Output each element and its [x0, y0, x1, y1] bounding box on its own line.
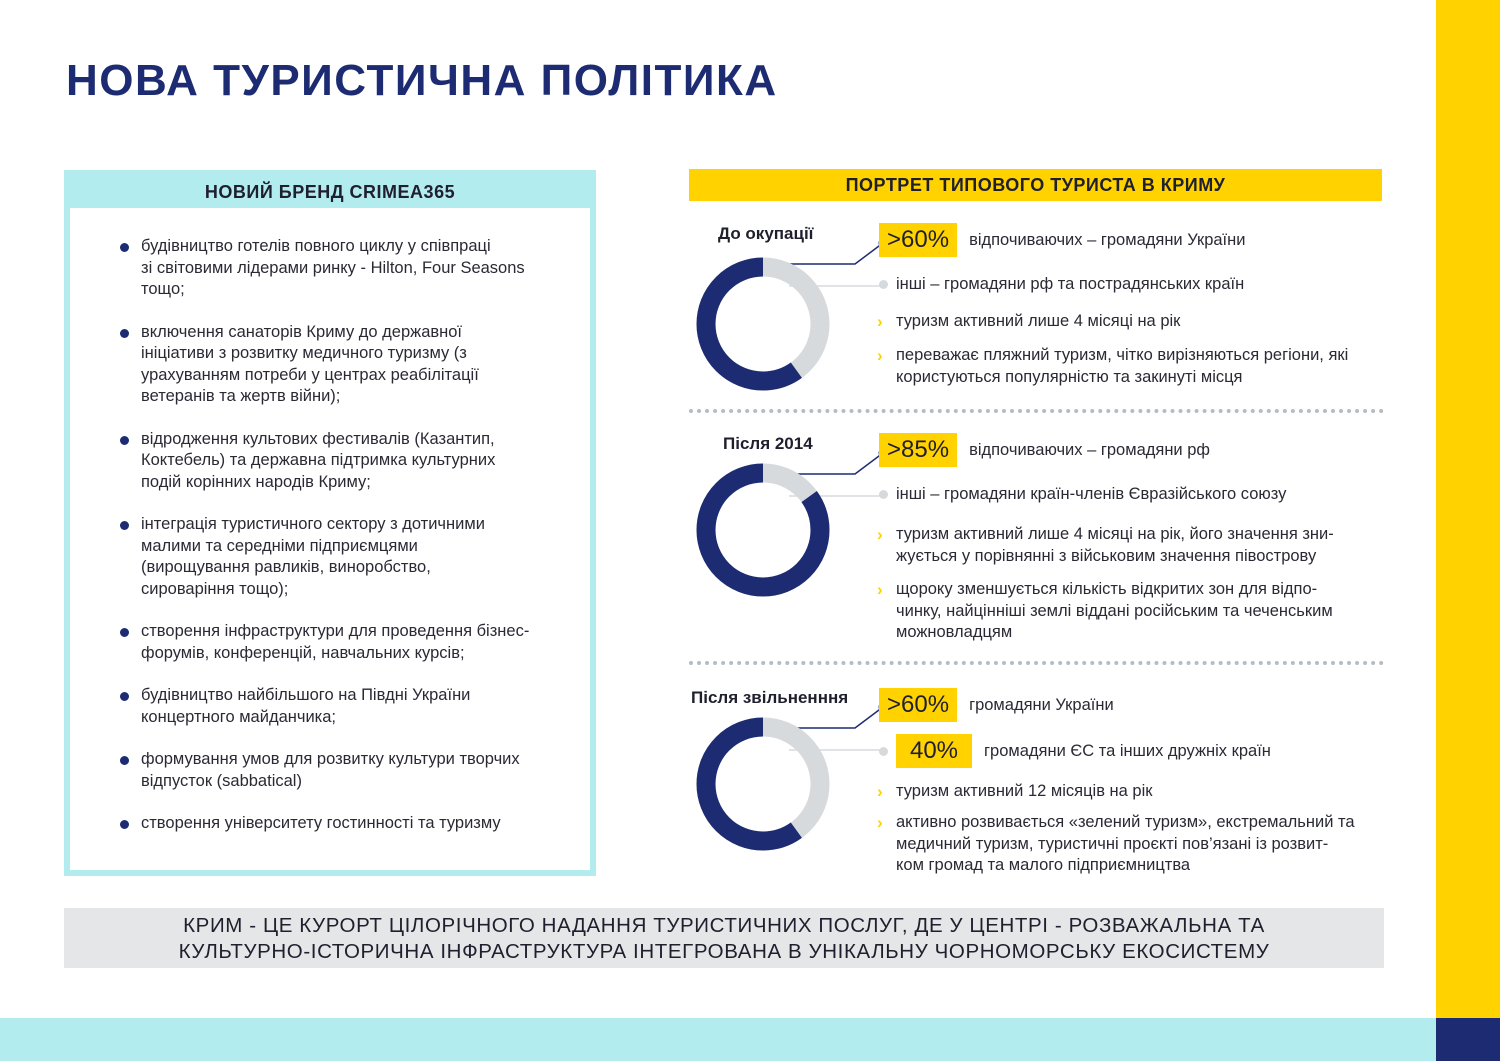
others-row: інші – громадяни рф та пострадянських країн [879, 275, 1244, 294]
donut-chart [695, 462, 831, 598]
page-title: НОВА ТУРИСТИЧНА ПОЛІТИКА [66, 56, 778, 105]
dotted-divider [689, 409, 1384, 413]
brand-list [70, 208, 590, 835]
donut-chart [695, 256, 831, 392]
gray-bullet-icon [879, 490, 888, 499]
stat-row [879, 433, 1210, 467]
point-item: › туризм активний 12 місяців на рік [877, 782, 1153, 801]
brand-list-item: включення санаторів Криму до державної ініціативи з розвитку медичного туризму (з урахуванням потреби у центрах реабілітації ветеранів та жертв війни); [120, 322, 560, 408]
brand-list-item: інтеграція туристичного сектору з дотичними малими та середніми підприємцями (вирощування равликів, виноробство, сироваріння тощо); [120, 514, 560, 600]
period-title: Після 2014 [723, 434, 813, 453]
brand-list-item: створення інфраструктури для проведення бізнес- форумів, конференцій, навчальних курсів; [120, 621, 560, 664]
point-item: › активно розвивається «зелений туризм», екстремальний та медичний туризм, туристичні проєкті пов’язані із розвит- ком громад та малого підприємництва [877, 813, 1355, 874]
others-row: 40% громадяни ЄС та інших дружніх країн [879, 734, 1271, 768]
chevron-right-icon: › [877, 525, 883, 544]
stat-text: відпочиваючих – громадяни рф [969, 440, 1210, 459]
brand-list-item: відродження культових фестивалів (Казантип, Коктебель) та державна підтримка культурних подій корінних народів Криму; [120, 429, 560, 494]
brand-panel [64, 170, 596, 876]
gray-bullet-icon [879, 747, 888, 756]
dotted-divider [689, 661, 1384, 665]
period-title: Після звільненння [691, 688, 849, 707]
stat-badge: >85% [879, 433, 957, 467]
point-item: › туризм активний лише 4 місяці на рік, його значення зни- жується у порівнянні з військовим значення півострову [877, 525, 1334, 565]
stat-badge: >60% [879, 223, 957, 257]
stat-badge: 40% [896, 734, 972, 768]
chevron-right-icon: › [877, 813, 883, 832]
stat-text: громадяни України [969, 695, 1114, 714]
right-accent-stripe [1436, 0, 1500, 1018]
bullet-icon [120, 243, 129, 252]
stat-row [879, 223, 1245, 257]
point-item: › щороку зменшується кількість відкритих зон для відпо- чинку, найцінніші землі віддані російським та чеченським можновладцям [877, 580, 1333, 641]
bullet-icon [120, 329, 129, 338]
gray-bullet-icon [879, 280, 888, 289]
bottom-accent-band [0, 1018, 1436, 1061]
period-before-occupation [689, 218, 1382, 398]
period-after-2014 [689, 428, 1382, 648]
brand-list-item: будівництво найбільшого на Півдні України концертного майданчика; [120, 685, 560, 728]
stat-text: відпочиваючих – громадяни України [969, 230, 1246, 249]
donut-chart [695, 716, 831, 852]
bullet-icon [120, 521, 129, 530]
brand-list-item: створення університету гостинності та туризму [120, 813, 560, 835]
brand-panel-header: НОВИЙ БРЕНД CRIMEA365 [70, 176, 590, 208]
point-item: › туризм активний лише 4 місяці на рік [877, 312, 1181, 331]
others-row: інші – громадяни країн-членів Євразійського союзу [879, 485, 1286, 504]
corner-accent-block [1436, 1018, 1500, 1061]
stat-badge: >60% [879, 688, 957, 722]
bullet-icon [120, 820, 129, 829]
summary-line: КУЛЬТУРНО-ІСТОРИЧНА ІНФРАСТРУКТУРА ІНТЕГРОВАНА В УНІКАЛЬНУ ЧОРНОМОРСЬКУ ЕКОСИСТЕМУ [178, 940, 1270, 963]
portrait-header: ПОРТРЕТ ТИПОВОГО ТУРИСТА В КРИМУ [689, 169, 1382, 201]
summary-box [64, 908, 1384, 968]
bullet-icon [120, 436, 129, 445]
period-title: До окупації [718, 224, 814, 243]
stat-row [879, 688, 1114, 722]
chevron-right-icon: › [877, 346, 883, 365]
bullet-icon [120, 756, 129, 765]
chevron-right-icon: › [877, 782, 883, 801]
summary-line: КРИМ - ЦЕ КУРОРТ ЦІЛОРІЧНОГО НАДАННЯ ТУРИСТИЧНИХ ПОСЛУГ, ДЕ У ЦЕНТРІ - РОЗВАЖАЛЬНА ТА [183, 914, 1265, 937]
period-after-liberation [689, 682, 1382, 882]
chevron-right-icon: › [877, 312, 883, 331]
bullet-icon [120, 692, 129, 701]
point-item: › переважає пляжний туризм, чітко вирізняються регіони, які користуються популярністю та закинуті місця [877, 346, 1349, 386]
brand-list-item: формування умов для розвитку культури творчих відпусток (sabbatical) [120, 749, 560, 792]
brand-list-item: будівництво готелів повного циклу у співпраці зі світовими лідерами ринку - Hilton, Four Seasons тощо; [120, 236, 560, 301]
chevron-right-icon: › [877, 580, 883, 599]
bullet-icon [120, 628, 129, 637]
